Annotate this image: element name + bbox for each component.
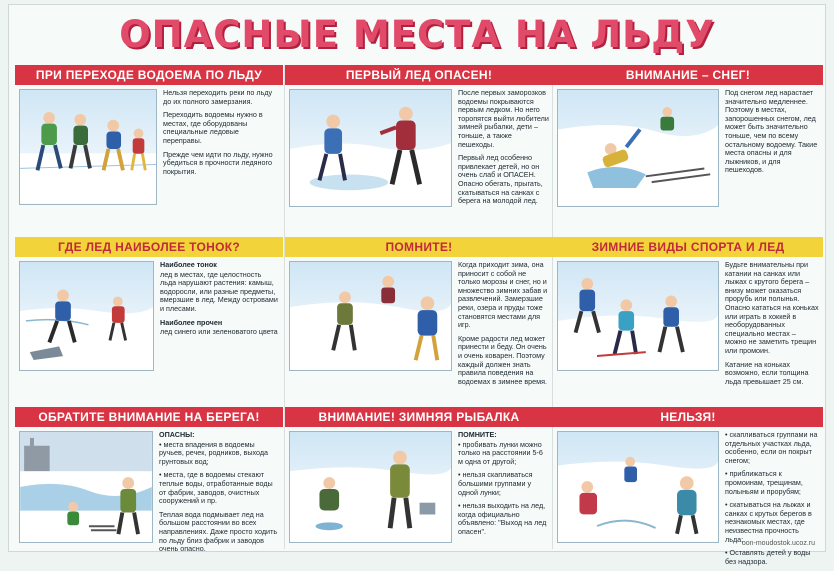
section-shores <box>15 427 283 569</box>
paragraph: Теплая вода подмывает лед на большом расстоянии во всех направлениях. Даже просто ходить по льду близ фабрик и заводов очень опасно. <box>159 509 278 554</box>
poster <box>8 4 826 566</box>
paragraph: Когда приходит зима, она приносит с собой не только морозы и снег, но и множество зимних забав и развлечений. Замерзшие реки, озера и пруды тоже становятся местами для игр. <box>458 260 548 330</box>
scene-fishing-illustration <box>290 432 451 542</box>
section-text-shores <box>159 431 279 559</box>
paragraph: Кроме радости лед может принести и беду. Он очень и очень коварен. Поэтому каждый должен знать правила поведения на водоемах в зимнее время. <box>458 333 547 386</box>
illustration-fishing <box>289 431 452 543</box>
section-heading-thin-ice: ГДЕ ЛЕД НАИБОЛЕЕ ТОНОК? <box>15 237 283 257</box>
illustration-thin-ice <box>19 261 154 371</box>
section-text-winter-sports <box>725 261 819 391</box>
section-forbidden <box>553 427 823 569</box>
paragraph: • скатываться на лыжах и санках с крутых берегов в незнакомых местах, где неизвестна прочность льда; <box>725 500 812 544</box>
section-text-thin-ice <box>160 261 279 342</box>
paragraph: Наиболее тонок <box>160 260 217 269</box>
paragraph: • приближаться к промоинам, трещинам, полыньям и прорубям; <box>725 469 803 496</box>
illustration-forbidden <box>557 431 719 543</box>
paragraph: Переходить водоемы нужно в местах, где оборудованы специальные ледовые переправы. <box>163 110 263 145</box>
paragraph: • нельзя скапливаться большими группами у одной лунки; <box>458 470 533 497</box>
section-first-ice <box>285 85 553 247</box>
section-heading-remember: ПОМНИТЕ! <box>285 237 553 257</box>
scene-shores-illustration <box>20 432 152 542</box>
paragraph: После первых заморозков водоемы покрываются первым ледком. Но него торопятся выйти любители зимней рыбалки, дети – тоньше, а также пешеходы. <box>458 88 549 149</box>
scene-remember-illustration <box>290 262 451 370</box>
section-snow <box>553 85 823 247</box>
paragraph: Будьте внимательны при катании на санках или лыжах с крутого берега – внизу может оказаться прорубь или полынья. Опасно кататься на коньках или играть в хоккей в необорудованных специально местах – можно не заметить трещин или промоин. <box>725 260 819 355</box>
section-text-first-ice <box>458 89 549 211</box>
paragraph: лед синего или зеленоватого цвета <box>160 327 278 337</box>
watermark: oon-moudostok.ucoz.ru <box>741 540 815 547</box>
paragraph: • места впадения в водоемы ручьев, речек, родников, выхода грунтовых вод; <box>159 439 269 466</box>
scene-forbidden-illustration <box>558 432 718 542</box>
section-fishing <box>285 427 553 569</box>
section-text-snow <box>725 89 819 180</box>
illustration-winter-sports <box>557 261 719 371</box>
section-text-remember <box>458 261 549 391</box>
scene-snow-illustration <box>558 90 718 206</box>
paragraph: • места, где в водоемы стекают теплые воды, отработанные воды от фабрик, заводов, очистных сооружений и пр. <box>159 470 273 506</box>
paragraph: Нельзя переходить реки по льду до их полного замерзания. <box>163 88 273 106</box>
section-heading-fishing: ВНИМАНИЕ! ЗИМНЯЯ РЫБАЛКА <box>285 407 553 427</box>
paragraph: Катание на коньках возможно, если толщина льда превышает 25 см. <box>725 359 809 386</box>
scene-thin-ice-illustration <box>20 262 153 370</box>
illustration-crossing <box>19 89 157 205</box>
section-heading-shores: ОБРАТИТЕ ВНИМАНИЕ НА БЕРЕГА! <box>15 407 283 427</box>
paragraph: Наиболее прочен <box>160 317 223 327</box>
paragraph: Под снегом лед нарастает значительно медленнее. Поэтому в местах, запорошенных снегом, лед может быть значительно тоньше, чем по всему остальному водоему. Такие места опасны и для лыжников, и для пешеходов. <box>725 88 818 175</box>
section-heading-snow: ВНИМАНИЕ – СНЕГ! <box>553 65 823 85</box>
paragraph: ПОМНИТЕ: <box>458 430 497 439</box>
poster-title: ОПАСНЫЕ МЕСТА НА ЛЬДУ <box>119 13 715 56</box>
section-thin-ice <box>15 257 283 417</box>
section-winter-sports <box>553 257 823 417</box>
paragraph: Прежде чем идти по льду, нужно убедиться в прочности ледяного покрытия. <box>163 149 273 176</box>
paragraph: • скапливаться группами на отдельных участках льда, особенно, если он покрыт снегом; <box>725 430 818 465</box>
section-text-crossing <box>163 89 279 181</box>
illustration-snow <box>557 89 719 207</box>
scene-crossing-illustration <box>20 90 156 204</box>
paragraph: Первый лед особенно привлекает детей, но он очень слаб и ОПАСЕН. Опасно обегать, прыгать, скатываться на санках с берега на молодой лед. <box>458 153 543 206</box>
illustration-remember <box>289 261 452 371</box>
sections-grid <box>15 65 821 566</box>
paragraph: ОПАСНЫ: <box>159 430 195 439</box>
illustration-first-ice <box>289 89 452 207</box>
section-heading-winter-sports: ЗИМНИЕ ВИДЫ СПОРТА И ЛЕД <box>553 237 823 257</box>
section-heading-crossing: ПРИ ПЕРЕХОДЕ ВОДОЕМА ПО ЛЬДУ <box>15 65 283 85</box>
section-text-fishing <box>458 431 549 542</box>
illustration-shores <box>19 431 153 543</box>
scene-first-ice-illustration <box>290 90 451 206</box>
paragraph: • нельзя выходить на лед, когда официально объявлено: "Выход на лед опасен". <box>458 501 547 536</box>
section-crossing <box>15 85 283 247</box>
paragraph: лед в местах, где целостность льда нарушают растения: камыш, водоросли, или разные предметы, вмерзшие в лед. Между островами и плесами. <box>160 269 278 313</box>
section-heading-forbidden: НЕЛЬЗЯ! <box>553 407 823 427</box>
section-text-forbidden <box>725 431 819 571</box>
section-heading-first-ice: ПЕРВЫЙ ЛЕД ОПАСЕН! <box>285 65 553 85</box>
section-remember <box>285 257 553 417</box>
paragraph: • пробивать лунки можно только на расстоянии 5-6 м одна от другой; <box>458 439 543 466</box>
scene-winter-sports-illustration <box>558 262 718 370</box>
paragraph: • Оставлять детей у воды без надзора. <box>725 548 811 566</box>
